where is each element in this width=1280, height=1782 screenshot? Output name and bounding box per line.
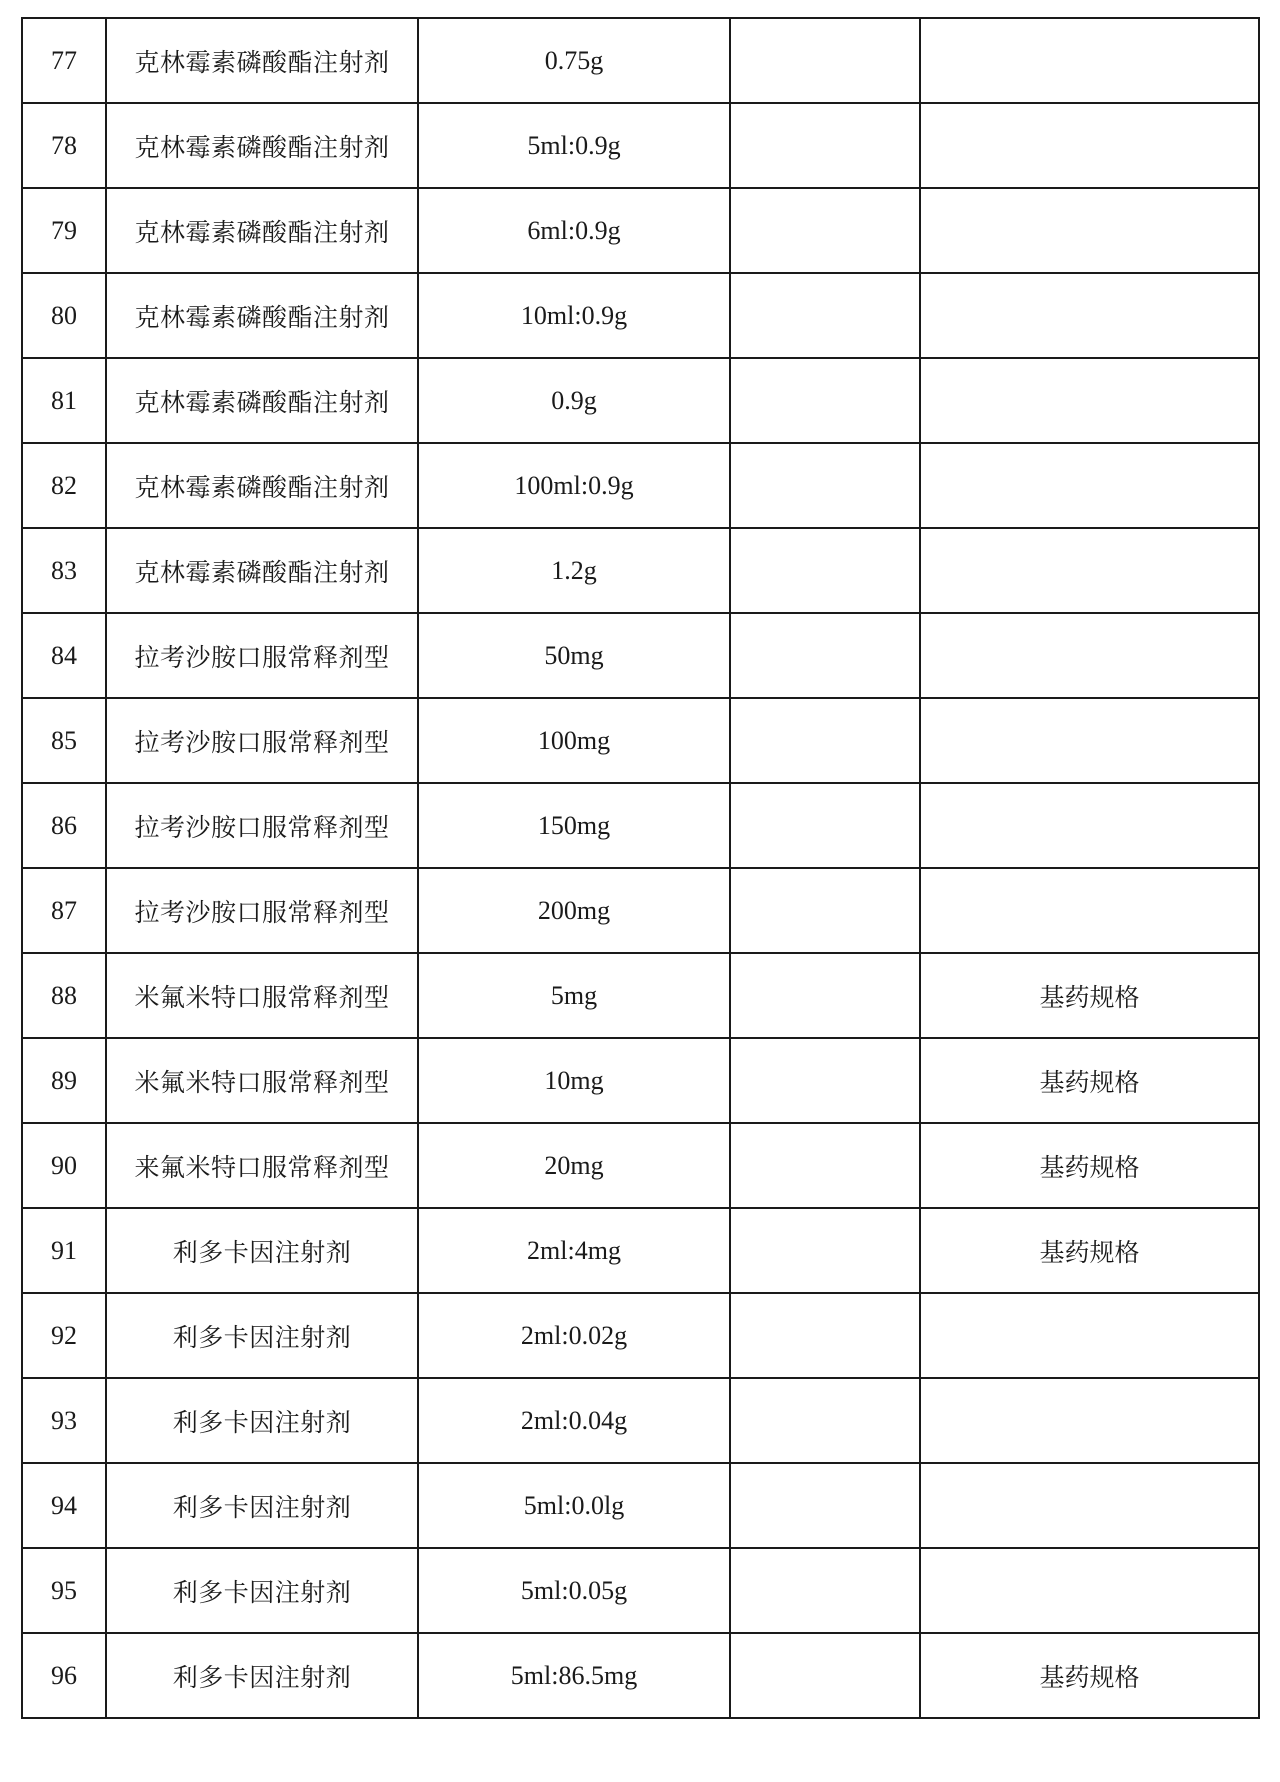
note-cell: 基药规格	[920, 1208, 1259, 1293]
specification-cell: 100mg	[418, 698, 730, 783]
empty-cell	[730, 528, 920, 613]
table-row	[22, 1633, 1259, 1718]
note-cell	[920, 358, 1259, 443]
drug-name-cell: 克林霉素磷酸酯注射剂	[106, 443, 418, 528]
specification-cell: 50mg	[418, 613, 730, 698]
drug-name-cell: 拉考沙胺口服常释剂型	[106, 783, 418, 868]
note-cell	[920, 698, 1259, 783]
specification-cell: 2ml:0.04g	[418, 1378, 730, 1463]
specification-cell: 100ml:0.9g	[418, 443, 730, 528]
row-number-cell: 85	[22, 698, 106, 783]
row-number-cell: 81	[22, 358, 106, 443]
table-row	[22, 613, 1259, 698]
empty-cell	[730, 868, 920, 953]
specification-cell: 10ml:0.9g	[418, 273, 730, 358]
drug-name-cell: 克林霉素磷酸酯注射剂	[106, 273, 418, 358]
empty-cell	[730, 1208, 920, 1293]
drug-name-cell: 拉考沙胺口服常释剂型	[106, 698, 418, 783]
note-cell	[920, 1548, 1259, 1633]
drug-name-cell: 拉考沙胺口服常释剂型	[106, 613, 418, 698]
specification-cell: 5ml:0.9g	[418, 103, 730, 188]
row-number-cell: 88	[22, 953, 106, 1038]
empty-cell	[730, 443, 920, 528]
empty-cell	[730, 1123, 920, 1208]
table-row	[22, 18, 1259, 103]
table-row	[22, 783, 1259, 868]
row-number-cell: 83	[22, 528, 106, 613]
empty-cell	[730, 103, 920, 188]
note-cell	[920, 188, 1259, 273]
specification-cell: 0.75g	[418, 18, 730, 103]
specification-cell: 5mg	[418, 953, 730, 1038]
drug-name-cell: 利多卡因注射剂	[106, 1463, 418, 1548]
row-number-cell: 94	[22, 1463, 106, 1548]
row-number-cell: 87	[22, 868, 106, 953]
empty-cell	[730, 18, 920, 103]
row-number-cell: 93	[22, 1378, 106, 1463]
drug-spec-table-container	[21, 17, 1258, 1719]
drug-name-cell: 克林霉素磷酸酯注射剂	[106, 528, 418, 613]
table-row	[22, 1293, 1259, 1378]
note-cell	[920, 783, 1259, 868]
empty-cell	[730, 1633, 920, 1718]
table-row	[22, 188, 1259, 273]
drug-name-cell: 利多卡因注射剂	[106, 1208, 418, 1293]
empty-cell	[730, 188, 920, 273]
table-row	[22, 1378, 1259, 1463]
note-cell: 基药规格	[920, 953, 1259, 1038]
note-cell	[920, 1463, 1259, 1548]
row-number-cell: 79	[22, 188, 106, 273]
note-cell	[920, 18, 1259, 103]
table-row	[22, 953, 1259, 1038]
empty-cell	[730, 783, 920, 868]
specification-cell: 1.2g	[418, 528, 730, 613]
specification-cell: 200mg	[418, 868, 730, 953]
note-cell: 基药规格	[920, 1038, 1259, 1123]
specification-cell: 150mg	[418, 783, 730, 868]
row-number-cell: 91	[22, 1208, 106, 1293]
empty-cell	[730, 358, 920, 443]
empty-cell	[730, 953, 920, 1038]
empty-cell	[730, 1378, 920, 1463]
drug-name-cell: 利多卡因注射剂	[106, 1633, 418, 1718]
drug-name-cell: 米氟米特口服常释剂型	[106, 1038, 418, 1123]
row-number-cell: 82	[22, 443, 106, 528]
row-number-cell: 95	[22, 1548, 106, 1633]
note-cell	[920, 103, 1259, 188]
drug-spec-table-body	[22, 18, 1259, 1718]
table-row	[22, 1548, 1259, 1633]
row-number-cell: 77	[22, 18, 106, 103]
note-cell	[920, 273, 1259, 358]
note-cell	[920, 1378, 1259, 1463]
empty-cell	[730, 1463, 920, 1548]
table-row	[22, 443, 1259, 528]
table-row	[22, 1463, 1259, 1548]
note-cell: 基药规格	[920, 1633, 1259, 1718]
specification-cell: 0.9g	[418, 358, 730, 443]
specification-cell: 5ml:0.05g	[418, 1548, 730, 1633]
specification-cell: 5ml:86.5mg	[418, 1633, 730, 1718]
row-number-cell: 78	[22, 103, 106, 188]
note-cell	[920, 613, 1259, 698]
drug-name-cell: 克林霉素磷酸酯注射剂	[106, 103, 418, 188]
drug-name-cell: 克林霉素磷酸酯注射剂	[106, 18, 418, 103]
row-number-cell: 96	[22, 1633, 106, 1718]
row-number-cell: 89	[22, 1038, 106, 1123]
note-cell	[920, 868, 1259, 953]
table-row	[22, 528, 1259, 613]
drug-name-cell: 米氟米特口服常释剂型	[106, 953, 418, 1038]
drug-name-cell: 克林霉素磷酸酯注射剂	[106, 358, 418, 443]
empty-cell	[730, 1038, 920, 1123]
specification-cell: 2ml:4mg	[418, 1208, 730, 1293]
row-number-cell: 86	[22, 783, 106, 868]
empty-cell	[730, 613, 920, 698]
note-cell	[920, 443, 1259, 528]
note-cell	[920, 1293, 1259, 1378]
row-number-cell: 84	[22, 613, 106, 698]
specification-cell: 20mg	[418, 1123, 730, 1208]
table-row	[22, 358, 1259, 443]
row-number-cell: 80	[22, 273, 106, 358]
note-cell: 基药规格	[920, 1123, 1259, 1208]
table-row	[22, 103, 1259, 188]
row-number-cell: 90	[22, 1123, 106, 1208]
table-row	[22, 1208, 1259, 1293]
drug-name-cell: 利多卡因注射剂	[106, 1378, 418, 1463]
specification-cell: 10mg	[418, 1038, 730, 1123]
drug-name-cell: 利多卡因注射剂	[106, 1293, 418, 1378]
empty-cell	[730, 1548, 920, 1633]
drug-name-cell: 来氟米特口服常释剂型	[106, 1123, 418, 1208]
empty-cell	[730, 273, 920, 358]
specification-cell: 6ml:0.9g	[418, 188, 730, 273]
empty-cell	[730, 1293, 920, 1378]
drug-spec-table	[21, 17, 1260, 1719]
table-row	[22, 868, 1259, 953]
table-row	[22, 273, 1259, 358]
specification-cell: 5ml:0.0lg	[418, 1463, 730, 1548]
empty-cell	[730, 698, 920, 783]
drug-name-cell: 拉考沙胺口服常释剂型	[106, 868, 418, 953]
row-number-cell: 92	[22, 1293, 106, 1378]
drug-name-cell: 利多卡因注射剂	[106, 1548, 418, 1633]
table-row	[22, 698, 1259, 783]
specification-cell: 2ml:0.02g	[418, 1293, 730, 1378]
drug-name-cell: 克林霉素磷酸酯注射剂	[106, 188, 418, 273]
table-row	[22, 1038, 1259, 1123]
note-cell	[920, 528, 1259, 613]
table-row	[22, 1123, 1259, 1208]
